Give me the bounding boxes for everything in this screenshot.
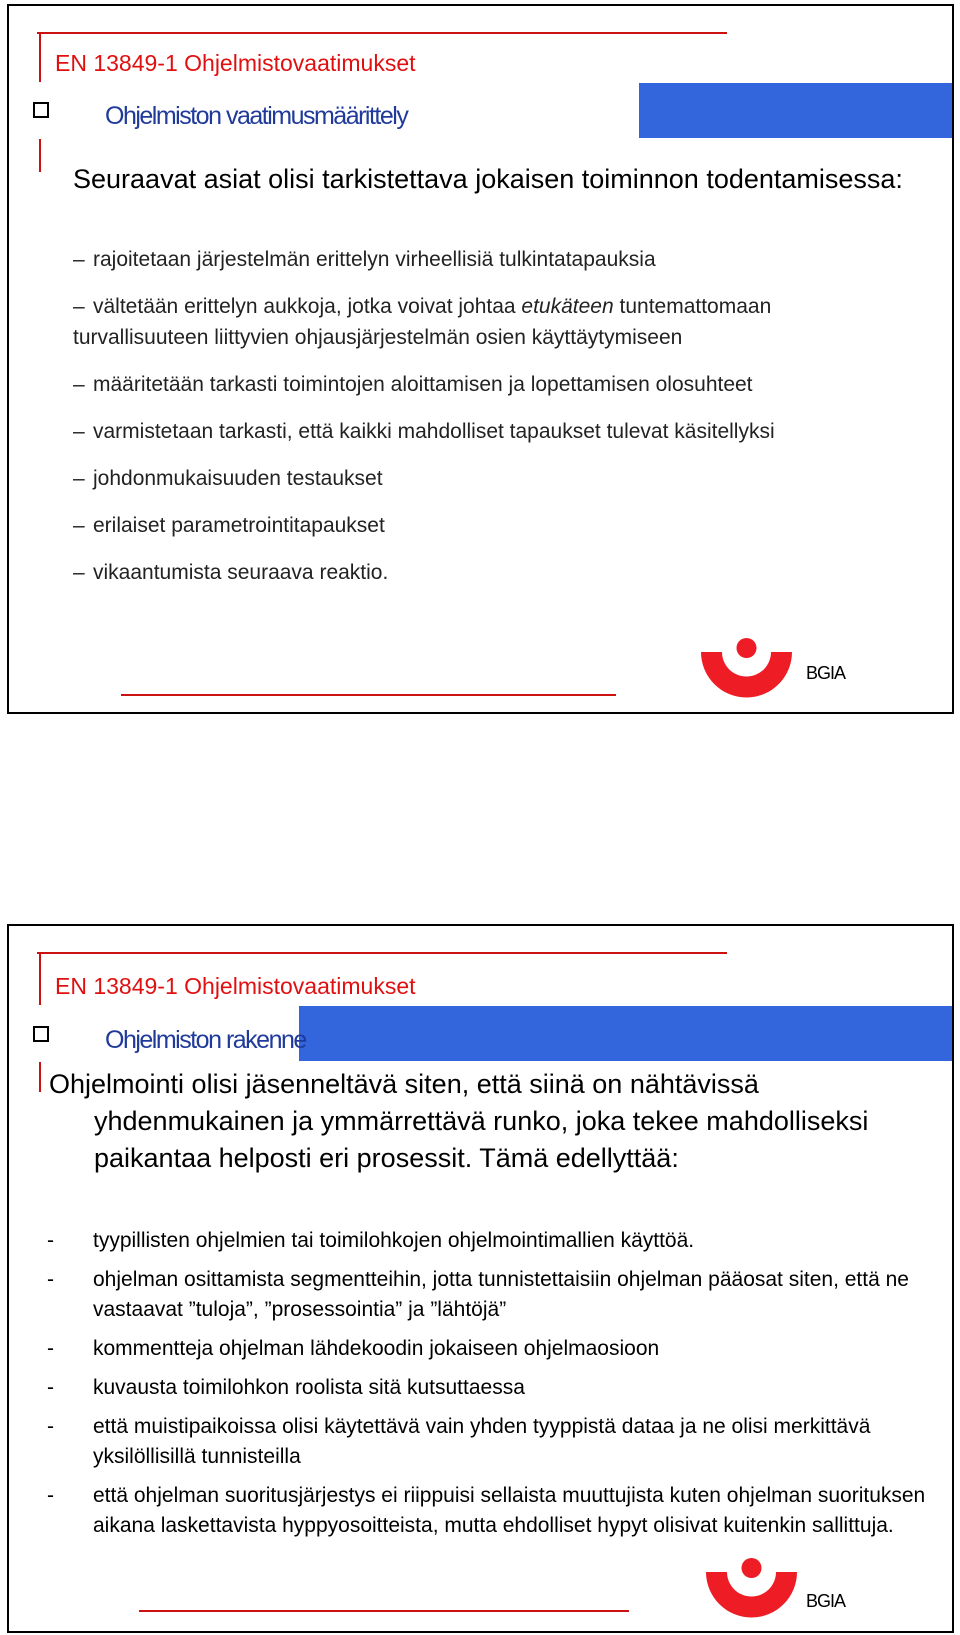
slide-subtitle: Ohjelmiston vaatimusmäärittely (105, 102, 408, 130)
item-text: erilaiset parametrointitapaukset (93, 514, 385, 537)
list-item (47, 1373, 927, 1403)
dash-marker: – (73, 467, 85, 490)
list-item (47, 1226, 927, 1256)
top-rule (37, 952, 727, 954)
list-item (73, 416, 893, 447)
intro-text: Ohjelmointi olisi jäsenneltävä siten, että siinä on nähtävissä yhdenmukainen ja ymmärrettävä runko, joka tekee mahdolliseksi paikantaa helposti eri prosessit. Tämä edellyttää: (49, 1069, 869, 1173)
item-text: tyypillisten ohjelmien tai toimilohkojen ohjelmointimallien käyttöä. (93, 1229, 695, 1252)
list-item (73, 244, 893, 275)
item-emphasis: etukäteen (521, 295, 614, 318)
dash-marker: – (73, 420, 85, 443)
dash-marker: - (47, 1415, 54, 1438)
dash-marker: - (47, 1268, 54, 1291)
slide-title: EN 13849-1 Ohjelmistovaatimukset (55, 50, 416, 76)
dash-marker: – (73, 514, 85, 537)
item-text: rajoitetaan järjestelmän erittelyn virheellisiä tulkintatapauksia (93, 248, 656, 271)
top-rule (37, 32, 727, 34)
requirements-list (47, 1226, 927, 1550)
bullet-square-icon (33, 1026, 49, 1042)
item-text: ohjelman osittamista segmentteihin, jotta tunnistettaisiin ohjelman pääosat siten, että ne vastaavat ”tuloja”, ”prosessointia” ja ”lähtöjä” (93, 1268, 909, 1321)
list-item (73, 369, 893, 400)
item-text: johdonmukaisuuden testaukset (93, 467, 383, 490)
logo-label: BGIA (806, 1591, 846, 1611)
item-text: vikaantumista seuraava reaktio. (93, 561, 389, 584)
list-item (47, 1265, 927, 1325)
criteria-list (73, 244, 893, 604)
item-text: että muistipaikoissa olisi käytettävä vain yhden tyyppistä dataa ja ne olisi merkittävä yksilöllisillä tunnisteilla (93, 1415, 871, 1468)
item-text: kommentteja ohjelman lähdekoodin jokaiseen ohjelmaosioon (93, 1337, 660, 1360)
item-text: varmistetaan tarkasti, että kaikki mahdolliset tapaukset tulevat käsitellyksi (93, 420, 775, 443)
item-text: vältetään erittelyn aukkoja, jotka voivat johtaa (93, 295, 522, 318)
dash-marker: – (73, 373, 85, 396)
dash-marker: - (47, 1337, 54, 1360)
footer-rule (139, 1610, 629, 1612)
item-text: kuvausta toimilohkon roolista sitä kutsuttaessa (93, 1376, 525, 1399)
bgia-logo-icon (699, 636, 794, 700)
item-text: että ohjelman suoritusjärjestys ei riippuisi sellaista muuttujista kuten ohjelman suorituksen aikana laskettavista hyppyosoitteista, mutta ehdolliset hypyt olisivat kuitenkin sallittuja. (93, 1484, 926, 1537)
bullet-square-icon (33, 102, 49, 118)
slide-subtitle: Ohjelmiston rakenne (105, 1026, 306, 1054)
list-item (73, 463, 893, 494)
list-item (47, 1481, 927, 1541)
footer-rule (121, 694, 616, 696)
list-item (73, 510, 893, 541)
slide-title: EN 13849-1 Ohjelmistovaatimukset (55, 973, 416, 999)
item-text: määritetään tarkasti toimintojen aloittamisen ja lopettamisen olosuhteet (93, 373, 753, 396)
logo-label: BGIA (806, 663, 846, 683)
intro-text: Seuraavat asiat olisi tarkistettava jokaisen toiminnon todentamisessa: (73, 164, 903, 194)
bgia-logo-icon (704, 1556, 799, 1620)
slide-2 (7, 924, 954, 1633)
dash-marker: - (47, 1229, 54, 1252)
list-item (47, 1412, 927, 1472)
slide-1 (7, 4, 954, 714)
dash-marker: - (47, 1376, 54, 1399)
dash-marker: – (73, 295, 85, 318)
list-item (73, 291, 893, 353)
dash-marker: - (47, 1484, 54, 1507)
item-text-cont: tuntemattomaan turvallisuuteen liittyvien ohjausjärjestelmän osien käyttäytymiseen (73, 295, 772, 349)
dash-marker: – (73, 561, 85, 584)
list-item (73, 557, 893, 588)
dash-marker: – (73, 248, 85, 271)
list-item (47, 1334, 927, 1364)
